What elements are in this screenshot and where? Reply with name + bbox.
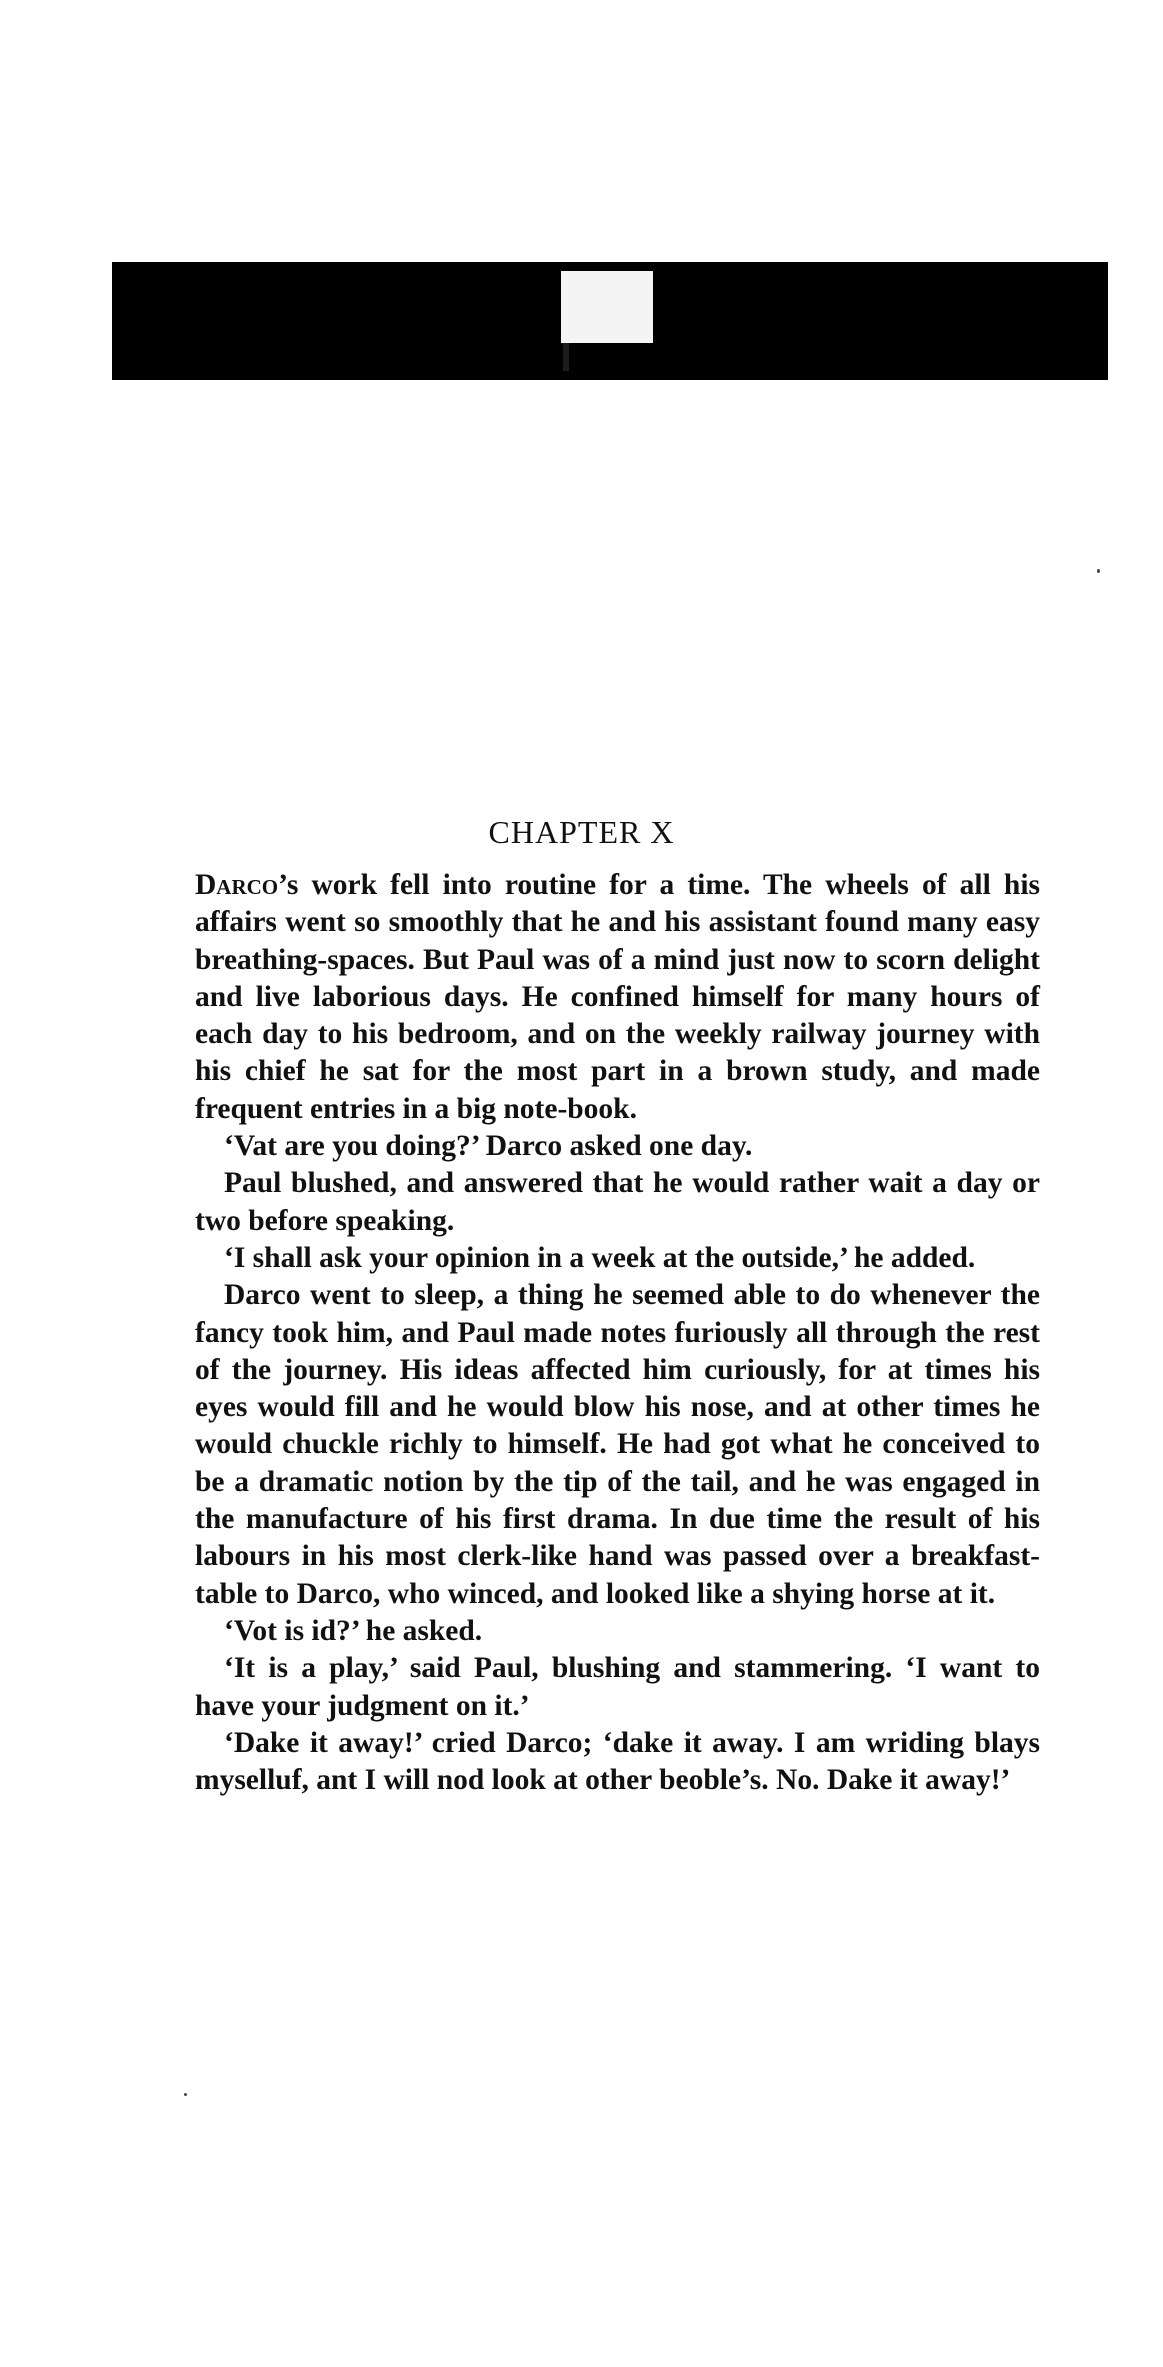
opening-word: Darco: [195, 869, 279, 901]
paragraph: ‘Vat are you doing?’ Darco asked one day.: [224, 1130, 753, 1163]
paragraph: ‘Dake it away!’ cried Darco; ‘dake it away. I am wriding blays myselluf, ant I will nod look at other beoble’s. No. Dake it away!’: [195, 1726, 1040, 1797]
paragraph: ‘Vot is id?’ he asked.: [224, 1614, 483, 1647]
paragraph: ‘I shall ask your opinion in a week at the outside,’ he added.: [224, 1241, 976, 1274]
paragraph: Darco went to sleep, a thing he seemed able to do whenever the fancy took him, and Paul made notes furiously all through the rest of the journey. His ideas affected him curiously, for at times his eyes would fill and he would blow his nose, and at other times he would chuckle richly to himself. He had got what he conceived to be a dramatic notion by the tip of the tail, and he was engaged in the manufacture of his first drama. In due time the result of his labours in his most clerk-like hand was passed over a breakfast-table to Darco, who winced, and looked like a shying horse at it.: [195, 1279, 1040, 1610]
margin-speck: [184, 2093, 187, 2096]
chapter-title: CHAPTER X: [488, 814, 675, 851]
header-light-patch: [561, 271, 653, 343]
paragraph: [195, 867, 1040, 1128]
header-black-band: [112, 262, 1108, 380]
margin-speck: [1097, 569, 1100, 573]
paragraph-text: ’s work fell into routine for a time. The wheels of all his affairs went so smoothly that he and his assistant found many easy breathing-spaces. But Paul was of a mind just now to scorn delight and live laborious days. He confined himself for many hours of each day to his bedroom, and on the weekly railway journey with his chief he sat for the most part in a brown study, and made frequent entries in a big note-book.: [195, 869, 1040, 1125]
body-text: [195, 867, 1040, 1799]
paragraph: Paul blushed, and answered that he would rather wait a day or two before speaking.: [195, 1167, 1040, 1237]
paragraph: ‘It is a play,’ said Paul, blushing and stammering. ‘I want to have your judgment on it.’: [195, 1652, 1040, 1722]
